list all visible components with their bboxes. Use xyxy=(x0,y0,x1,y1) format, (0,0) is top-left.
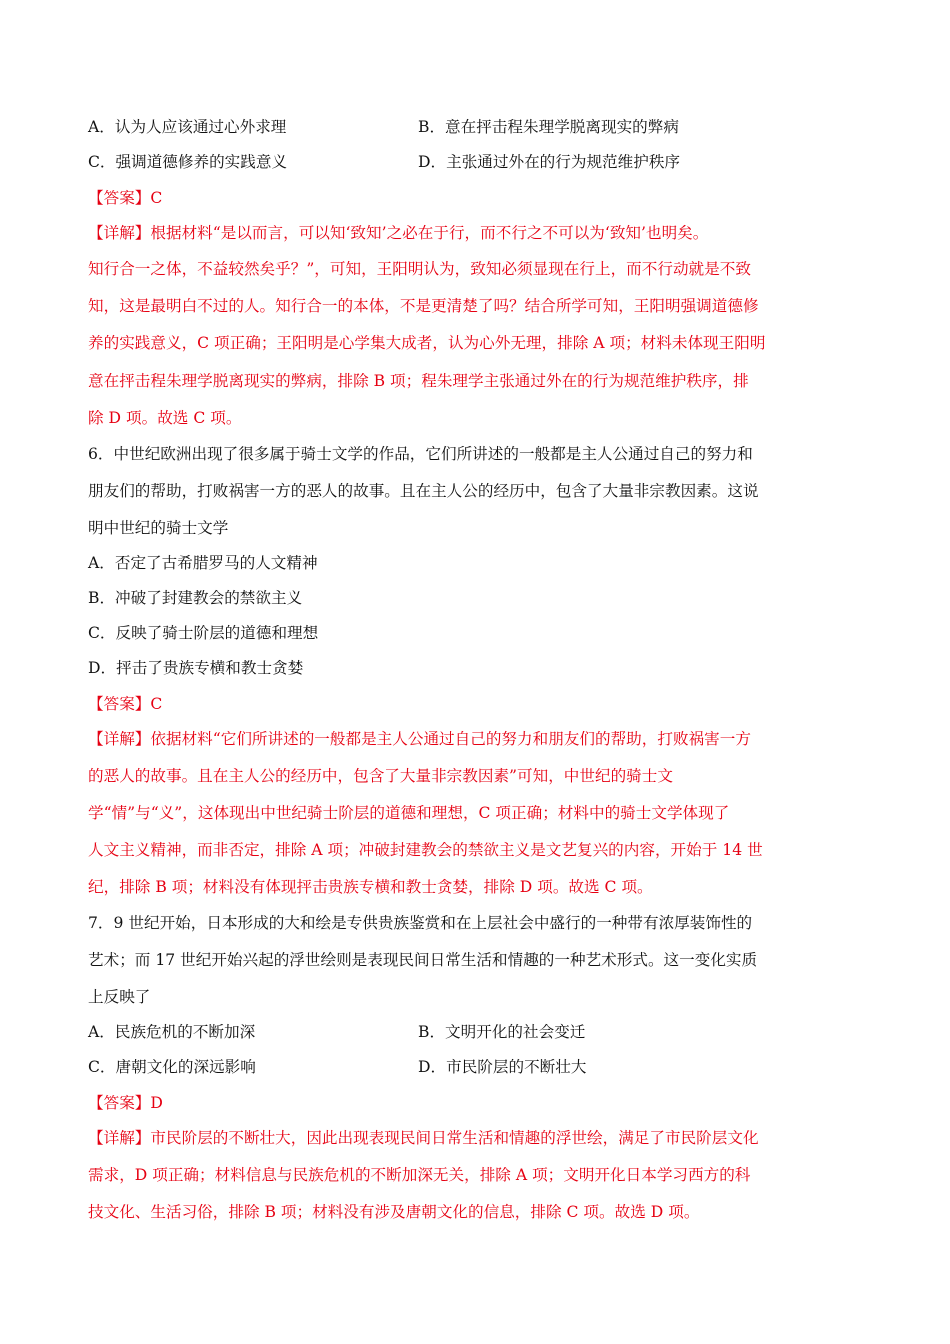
q7-option-b: B．文明开化的社会变迁 xyxy=(418,1023,586,1041)
q6-option-b: B．冲破了封建教会的禁欲主义 xyxy=(88,589,303,607)
q5-option-b: B．意在抨击程朱理学脱离现实的弊病 xyxy=(418,118,679,136)
q6-option-d: D．抨击了贵族专横和教士贪婪 xyxy=(88,659,304,677)
q7-stem-line: 上反映了 xyxy=(88,988,151,1006)
q5-explanation-line: 知行合一之体，不益较然矣乎？”，可知，王阳明认为，致知必须显现在行上，而不行动就是不致 xyxy=(88,260,751,278)
q7-option-d: D．市民阶层的不断壮大 xyxy=(418,1058,587,1076)
q6-stem-line: 6．中世纪欧洲出现了很多属于骑士文学的作品，它们所讲述的一般都是主人公通过自己的努力和 xyxy=(88,445,753,463)
q7-stem-line: 7．9 世纪开始，日本形成的大和绘是专供贵族鉴赏和在上层社会中盛行的一种带有浓厚装饰性的 xyxy=(88,914,753,932)
q7-stem-line: 艺术；而 17 世纪开始兴起的浮世绘则是表现民间日常生活和情趣的一种艺术形式。这一变化实质 xyxy=(88,951,758,969)
q6-answer: 【答案】C xyxy=(88,695,163,713)
q7-option-c: C．唐朝文化的深远影响 xyxy=(88,1058,256,1076)
q5-option-c: C．强调道德修养的实践意义 xyxy=(88,153,288,171)
q6-explanation-line: 的恶人的故事。且在主人公的经历中，包含了大量非宗教因素”可知，中世纪的骑士文 xyxy=(88,767,673,785)
q7-explanation-line: 技文化、生活习俗，排除 B 项；材料没有涉及唐朝文化的信息，排除 C 项。故选 D 项。 xyxy=(88,1203,700,1221)
q6-explanation-line: 人文主义精神，而非否定，排除 A 项；冲破封建教会的禁欲主义是文艺复兴的内容，开始于 14 世 xyxy=(88,841,763,859)
q6-stem-line: 朋友们的帮助，打败祸害一方的恶人的故事。且在主人公的经历中，包含了大量非宗教因素。这说 xyxy=(88,482,759,500)
q5-explanation-line: 养的实践意义，C 项正确；王阳明是心学集大成者，认为心外无理，排除 A 项；材料未体现王阳明 xyxy=(88,334,766,352)
q7-explanation-line: 【详解】市民阶层的不断壮大，因此出现表现民间日常生活和情趣的浮世绘，满足了市民阶层文化 xyxy=(88,1129,759,1147)
q5-explanation-line: 除 D 项。故选 C 项。 xyxy=(88,409,242,427)
q7-answer: 【答案】D xyxy=(88,1094,163,1112)
q5-answer: 【答案】C xyxy=(88,189,163,207)
q5-explanation-line: 意在抨击程朱理学脱离现实的弊病，排除 B 项；程朱理学主张通过外在的行为规范维护秩序，排 xyxy=(88,372,749,390)
q6-option-c: C．反映了骑士阶层的道德和理想 xyxy=(88,624,319,642)
q7-explanation-line: 需求，D 项正确；材料信息与民族危机的不断加深无关，排除 A 项；文明开化日本学习西方的科 xyxy=(88,1166,751,1184)
q5-explanation-line: 【详解】根据材料“是以而言，可以知‘致知’之必在于行，而不行之不可以为‘致知’也明矣。 xyxy=(88,224,709,242)
q5-option-d: D．主张通过外在的行为规范维护秩序 xyxy=(418,153,681,171)
q5-option-a: A．认为人应该通过心外求理 xyxy=(88,118,287,136)
q6-explanation-line: 【详解】依据材料“它们所讲述的一般都是主人公通过自己的努力和朋友们的帮助，打败祸害一方 xyxy=(88,730,751,748)
q6-explanation-line: 学“情”与“义”，这体现出中世纪骑士阶层的道德和理想，C 项正确；材料中的骑士文学体现了 xyxy=(88,804,730,822)
q5-explanation-line: 知，这是最明白不过的人。知行合一的本体，不是更清楚了吗？结合所学可知，王阳明强调道德修 xyxy=(88,297,759,315)
q7-option-a: A．民族危机的不断加深 xyxy=(88,1023,256,1041)
q6-stem-line: 明中世纪的骑士文学 xyxy=(88,519,229,537)
q6-explanation-line: 纪，排除 B 项；材料没有体现抨击贵族专横和教士贪婪，排除 D 项。故选 C 项。 xyxy=(88,878,653,896)
q6-option-a: A．否定了古希腊罗马的人文精神 xyxy=(88,554,318,572)
